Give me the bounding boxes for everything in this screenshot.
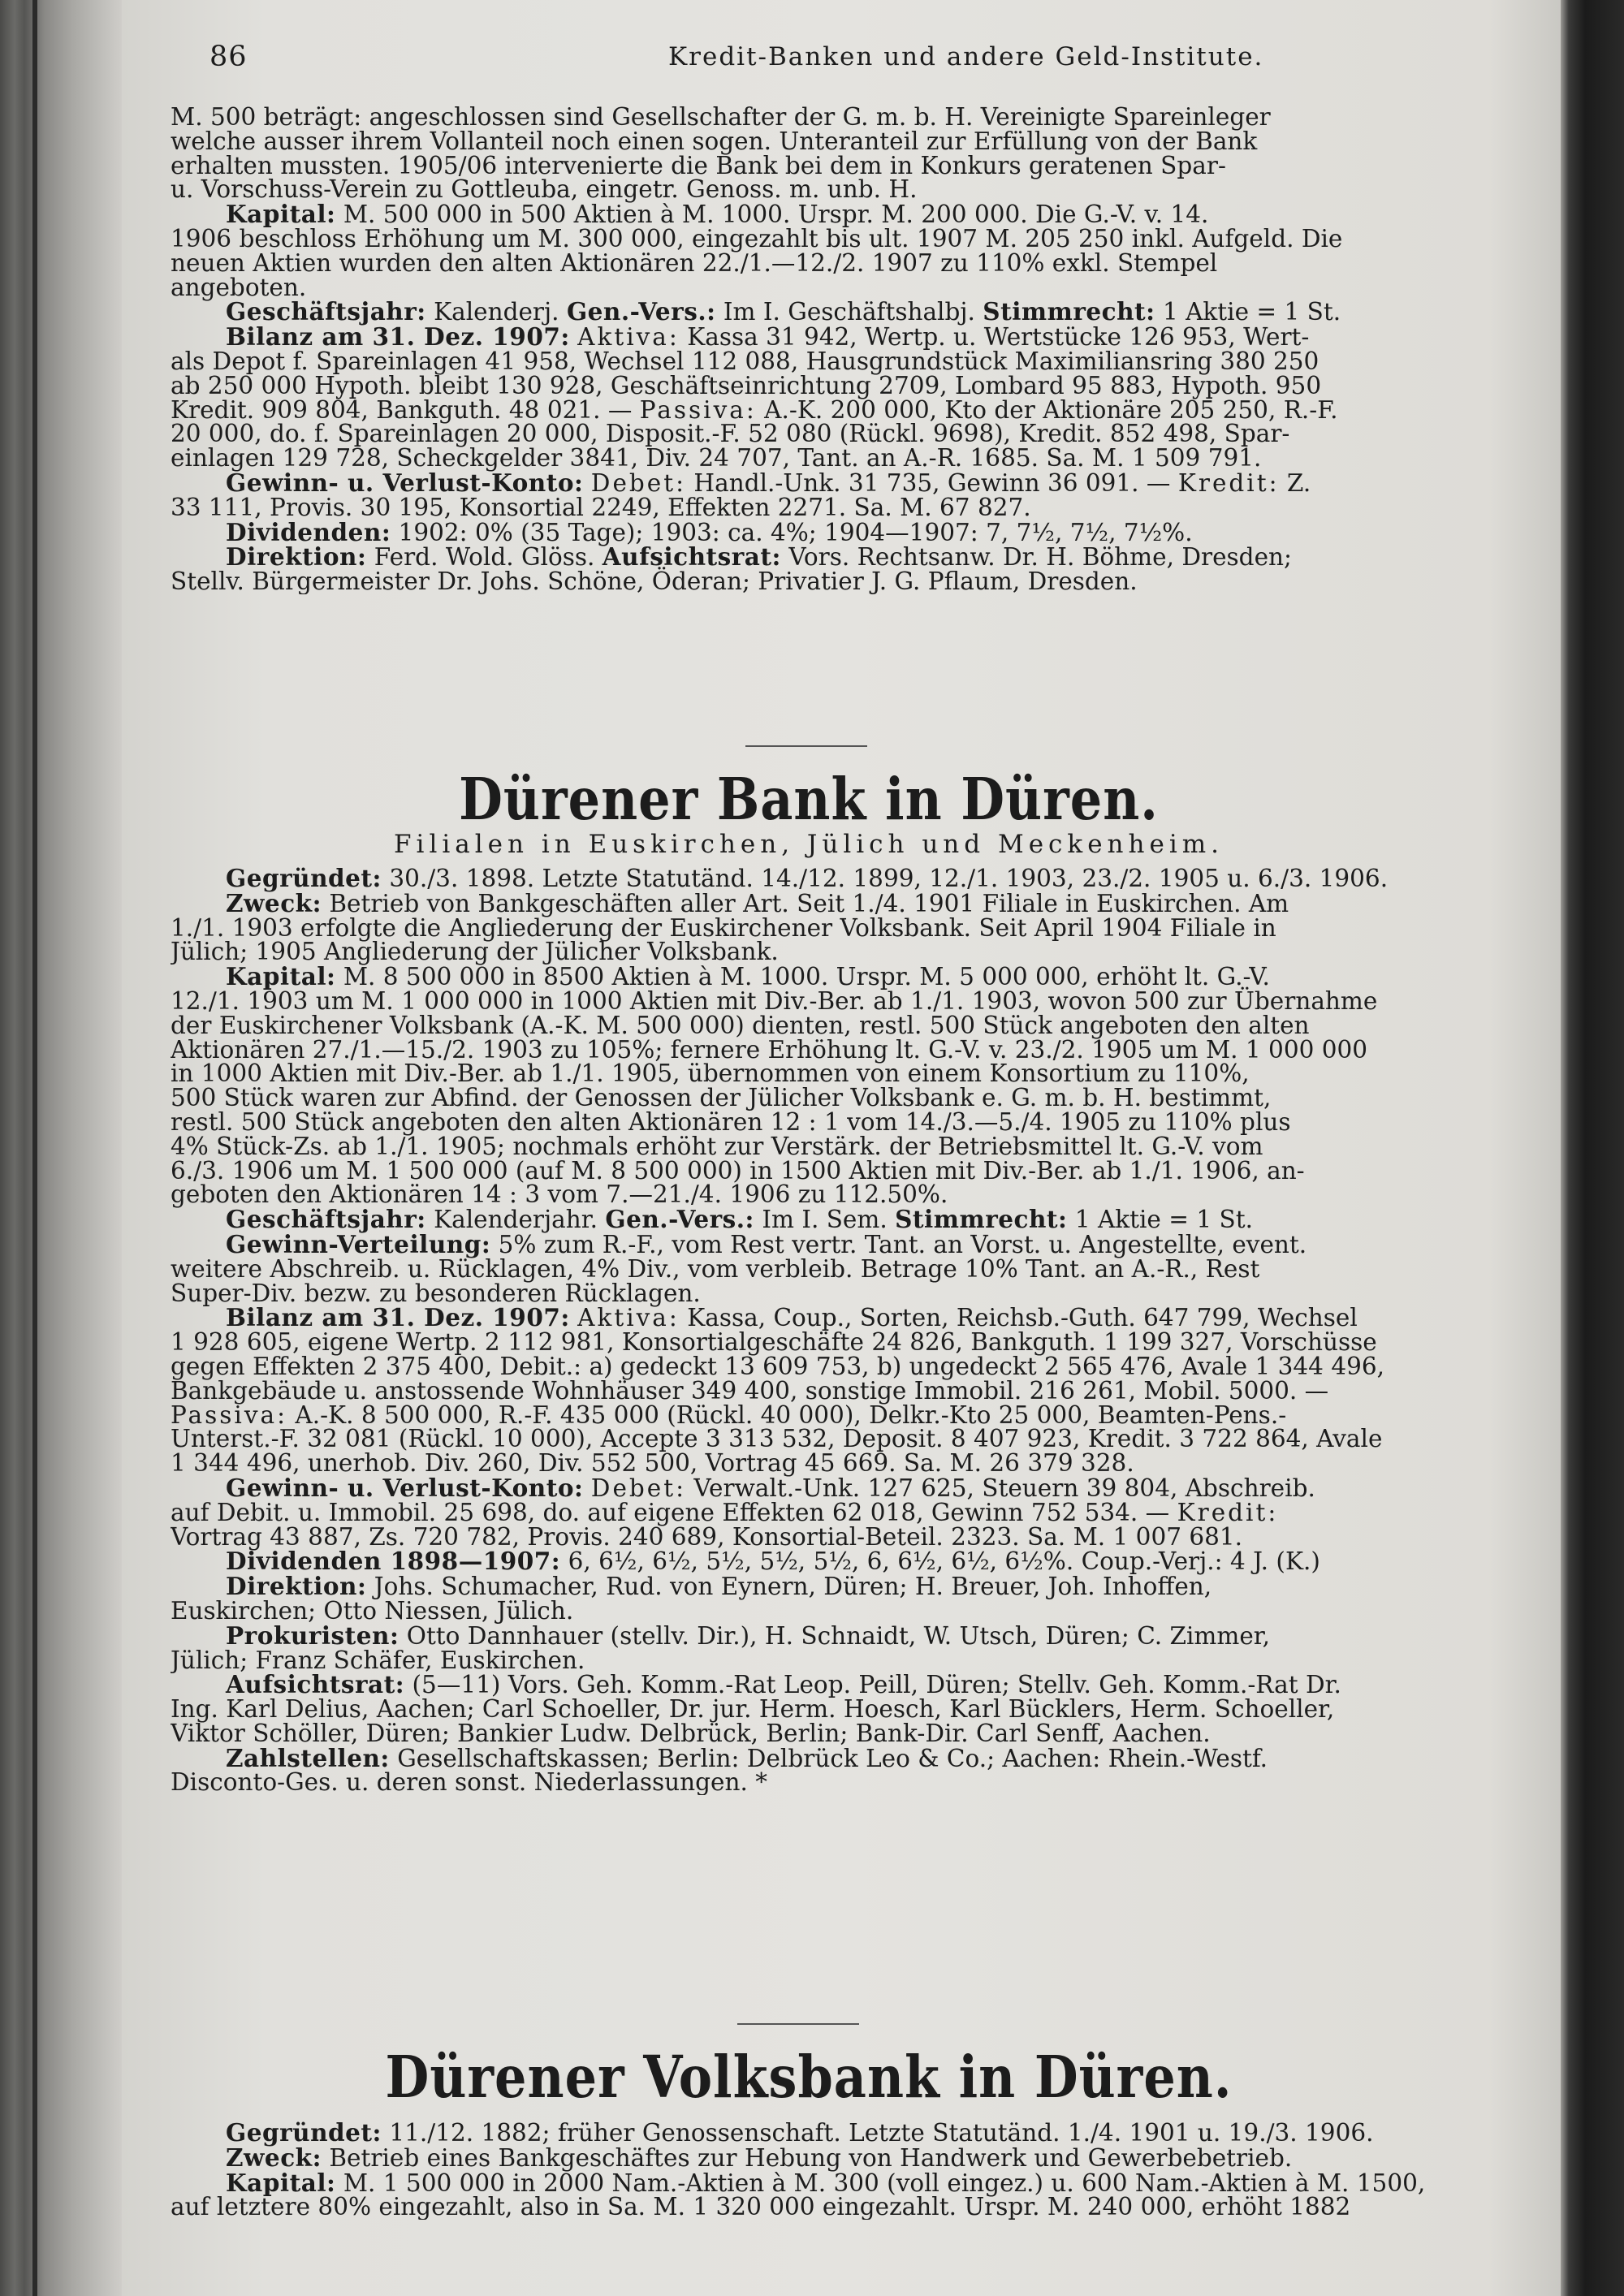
spaced-label: Kredit: [1177, 1498, 1279, 1526]
text-line [171, 1427, 1567, 1452]
page-header [209, 41, 1379, 81]
text-run: 4% Stück-Zs. ab 1./1. 1905; nochmals erhöht zur Verstärk. der Betriebsmittel lt. G.-V. vom [171, 1132, 1263, 1160]
text-line [171, 542, 1567, 572]
entry-keyword: Kapital: [226, 2168, 336, 2197]
text-run: Kalenderjahr. [425, 1206, 606, 1234]
entry-keyword: Gen.-Vers.: [605, 1205, 754, 1234]
text-run: (5—11) Vors. Geh. Komm.-Rat Leop. Peill, Düren; Stellv. Geh. Komm.-Rat Dr. [404, 1671, 1341, 1699]
text-line [171, 1473, 1567, 1502]
text-run: Viktor Schöller, Düren; Bankier Ludw. Delbrück, Berlin; Bank-Dir. Carl Senff, Aachen. [171, 1719, 1211, 1747]
text-run: A.-K. 200 000, Kto der Aktionäre 205 250, R.-F. [756, 395, 1338, 424]
text-line [171, 273, 1567, 301]
text-line [171, 1621, 1567, 1650]
page-number: 86 [209, 41, 248, 73]
text-run: 33 111, Provis. 30 195, Konsortial 2249, Effekten 2271. Sa. M. 67 827. [171, 493, 1031, 521]
text-run: 1 Aktie = 1 St. [1155, 298, 1341, 326]
text-line [171, 1254, 1567, 1283]
text-line [171, 1062, 1567, 1086]
text-run: M. 500 000 in 500 Aktien à M. 1000. Urspr. M. 200 000. Die G.-V. v. 14. [335, 201, 1209, 229]
text-run: angeboten. [171, 273, 307, 301]
text-run: Ing. Karl Delius, Aachen; Carl Schoeller, Dr. jur. Herm. Hoesch, Karl Bücklers, Herm. Schoeller, [171, 1695, 1335, 1724]
text-run: 11./12. 1882; früher Genossenschaft. Letzte Statutänd. 1./4. 1901 u. 19./3. 1906. [381, 2121, 1374, 2147]
text-run: neuen Aktien wurden den alten Aktionären 22./1.—12./2. 1907 zu 110% exkl. Stempel [171, 248, 1218, 277]
text-run: Otto Dannhauer (stellv. Dir.), H. Schnaidt, W. Utsch, Düren; C. Zimmer, [399, 1621, 1271, 1650]
text-run: Kassa 31 942, Wertp. u. Wertstücke 126 953, Wert- [679, 323, 1310, 352]
text-line [171, 127, 1567, 155]
text-run: erhalten mussten. 1905/06 intervenierte die Bank bei dem in Konkurs geratenen Spar- [171, 151, 1226, 179]
text-run: restl. 500 Stück angeboten den alten Aktionären 12 : 1 vom 14./3.—5./4. 1905 zu 110% plus [171, 1107, 1291, 1136]
text-line [171, 1522, 1567, 1551]
text-run: 1./1. 1903 erfolgte die Angliederung der Euskirchener Volksbank. Seit April 1904 Filiale in [171, 913, 1276, 942]
text-run: Jülich; Franz Schäfer, Euskirchen. [171, 1646, 585, 1674]
entry-keyword: Geschäftsjahr: [226, 1205, 426, 1234]
text-run: weitere Abschreib. u. Rücklagen, 4% Div., vom verbleib. Betrage 10% Tant. an A.-R., Rest [171, 1254, 1260, 1283]
text-line [171, 1695, 1567, 1724]
text-run: Vors. Rechtsanw. Dr. H. Böhme, Dresden; [780, 543, 1292, 572]
section-title-duerener-bank: Dürener Bank in Düren. [459, 765, 1159, 834]
text-line [171, 1498, 1567, 1526]
text-run: geboten den Aktionären 14 : 3 vom 7.—21./4. 1906 zu 112.50%. [171, 1180, 948, 1209]
text-run: Disconto-Ges. u. deren sonst. Niederlassungen. * [171, 1768, 767, 1796]
text-line [171, 1229, 1567, 1258]
text-run: 1902: 0% (35 Tage); 1903: ca. 4%; 1904—1907: 7, 7½, 7½, 7½%. [391, 518, 1193, 546]
text-run: 5% zum R.-F., vom Rest vertr. Tant. an Vorst. u. Angestellte, event. [490, 1230, 1307, 1258]
text-line [171, 347, 1567, 375]
text-run: Super-Div. bezw. zu besonderen Rücklagen. [171, 1279, 701, 1307]
entry-keyword: Bilanz am 31. Dez. 1907: [226, 1303, 570, 1332]
text-line [171, 913, 1567, 942]
text-line [171, 1107, 1567, 1136]
text-run: M. 8 500 000 in 8500 Aktien à M. 1000. Urspr. M. 5 000 000, erhöht lt. G.-V. [335, 963, 1270, 991]
text-block-duerener-bank [171, 866, 1567, 1795]
text-line [171, 2143, 1567, 2172]
text-run: in 1000 Aktien mit Div.-Ber. ab 1./1. 1905, übernommen von einem Konsortium zu 110%, [171, 1060, 1250, 1088]
text-line [171, 175, 1567, 204]
text-line [171, 297, 1567, 326]
text-run: welche ausser ihrem Vollanteil noch einen sogen. Unteranteil zur Erfüllung von der Bank [171, 127, 1258, 155]
text-line [171, 1376, 1567, 1405]
text-line [171, 1549, 1567, 1574]
entry-keyword: Dividenden: [226, 517, 391, 546]
text-line [171, 1743, 1567, 1772]
entry-keyword: Stimmrecht: [895, 1205, 1068, 1234]
text-line [171, 1596, 1567, 1625]
text-run: gegen Effekten 2 375 400, Debit.: a) gedeckt 13 609 753, b) ungedeckt 2 565 476, Avale 1 344 496, [171, 1352, 1385, 1380]
text-line [171, 888, 1567, 917]
text-line [171, 151, 1567, 179]
text-run: Vortrag 43 887, Zs. 720 782, Provis. 240 689, Konsortial-Beteil. 2323. Sa. M. 1 007 681. [171, 1522, 1243, 1551]
text-line [171, 1279, 1567, 1307]
entry-keyword: Stimmrecht: [983, 297, 1155, 326]
text-run: Im I. Geschäftshalbj. [715, 298, 983, 326]
text-run: Unterst.-F. 32 081 (Rückl. 10 000), Accepte 3 313 532, Deposit. 8 407 923, Kredit. 3 722 864, Avale [171, 1425, 1383, 1453]
text-run: auf Debit. u. Immobil. 25 698, do. auf eigene Effekten 62 018, Gewinn 752 534. — [171, 1498, 1177, 1526]
entry-keyword: Kapital: [226, 962, 336, 991]
text-line [171, 224, 1567, 252]
text-run: Kredit. 909 804, Bankguth. 48 021. — [171, 395, 640, 424]
text-line [171, 1011, 1567, 1039]
text-line [171, 1035, 1567, 1064]
section-subtitle-filialen: Filialen in Euskirchen, Jülich und Meckenheim. [394, 830, 1224, 859]
text-run: 1 Aktie = 1 St. [1067, 1206, 1253, 1234]
entry-keyword: Kapital: [226, 200, 336, 229]
book-page [122, 0, 1561, 2296]
spaced-label: Kredit: [1177, 468, 1280, 497]
text-run: Stellv. Bürgermeister Dr. Johs. Schöne, Öderan; Privatier J. G. Pflaum, Dresden. [171, 568, 1138, 594]
entry-keyword: Aufsichtsrat: [602, 542, 781, 572]
entry-keyword: Gegründet: [226, 2121, 382, 2147]
text-run: Ferd. Wold. Glöss. [366, 543, 603, 572]
text-run: Handl.-Unk. 31 735, Gewinn 36 091. — [686, 468, 1178, 497]
text-run: Kalenderj. [425, 298, 567, 326]
text-run: ab 250 000 Hypoth. bleibt 130 928, Geschäftseinrichtung 2709, Lombard 95 883, Hypoth. 950 [171, 371, 1322, 399]
text-line [171, 371, 1567, 399]
text-run: u. Vorschuss-Verein zu Gottleuba, eingetr. Genoss. m. unb. H. [171, 175, 918, 204]
entry-keyword: Dividenden 1898—1907: [226, 1547, 561, 1576]
text-run: A.-K. 8 500 000, R.-F. 435 000 (Rückl. 40 000), Delkr.-Kto 25 000, Beamten-Pens.- [287, 1400, 1287, 1429]
spaced-label: Aktiva: [577, 323, 680, 352]
text-line [171, 468, 1567, 497]
text-run: Kassa, Coup., Sorten, Reichsb.-Guth. 647 799, Wechsel [679, 1304, 1358, 1332]
text-run: Verwalt.-Unk. 127 625, Steuern 39 804, Abschreib. [686, 1474, 1315, 1502]
text-run: Aktionären 27./1.—15./2. 1903 zu 105%; fernere Erhöhung lt. G.-V. v. 23./2. 1905 um M. 1 000 000 [171, 1035, 1368, 1064]
section-title-duerener-volksbank: Dürener Volksbank in Düren. [385, 2043, 1233, 2112]
text-run: Johs. Schumacher, Rud. von Eynern, Düren; H. Breuer, Joh. Inhoffen, [366, 1573, 1212, 1601]
text-line [171, 395, 1567, 424]
spaced-label: Debet: [590, 1474, 687, 1502]
text-line [171, 106, 1567, 130]
text-line [171, 517, 1567, 546]
text-run: Gesellschaftskassen; Berlin: Delbrück Leo & Co.; Aachen: Rhein.-Westf. [389, 1744, 1268, 1772]
text-line [171, 1400, 1567, 1429]
entry-keyword: Direktion: [226, 1572, 367, 1601]
text-run: als Depot f. Spareinlagen 41 958, Wechsel 112 088, Hausgrundstück Maximiliansring 380 250 [171, 347, 1320, 375]
text-line [171, 1768, 1567, 1796]
entry-keyword: Bilanz am 31. Dez. 1907: [226, 322, 570, 352]
text-run: 1 928 605, eigene Wertp. 2 112 981, Konsortialgeschäfte 24 826, Bankguth. 1 199 327, Vorschüsse [171, 1328, 1377, 1357]
text-run: auf letztere 80% eingezahlt, also in Sa. M. 1 320 000 eingezahlt. Urspr. M. 240 000, erhöht 1882 [171, 2193, 1351, 2220]
text-line [171, 1180, 1567, 1209]
text-run: Betrieb eines Bankgeschäftes zur Hebung von Handwerk und Gewerbebetrieb. [322, 2143, 1293, 2172]
text-run: 20 000, do. f. Spareinlagen 20 000, Disposit.-F. 52 080 (Rückl. 9698), Kredit. 852 498, Spar- [171, 420, 1290, 448]
text-line [171, 1207, 1567, 1232]
text-line [171, 422, 1567, 447]
text-line [171, 1156, 1567, 1185]
text-run: Z. [1279, 468, 1311, 497]
section-divider [737, 2023, 859, 2025]
text-run: Jülich; 1905 Angliederung der Jülicher Volksbank. [171, 938, 779, 966]
text-block-duerener-volksbank [171, 2121, 1567, 2220]
text-run: Im I. Sem. [754, 1206, 896, 1234]
text-line [171, 2168, 1567, 2197]
spaced-label: Passiva: [639, 395, 757, 424]
text-line [171, 202, 1567, 227]
text-block-saxon-entry [171, 106, 1567, 594]
text-line [171, 1574, 1567, 1599]
text-run: M. 1 500 000 in 2000 Nam.-Aktien à M. 300 (voll eingez.) u. 600 Nam.-Aktien à M. 1500, [335, 2169, 1426, 2197]
spaced-label: Passiva: [171, 1400, 288, 1429]
entry-keyword: Geschäftsjahr: [226, 297, 426, 326]
text-line [171, 866, 1567, 891]
text-line [171, 962, 1567, 991]
text-line [171, 1672, 1567, 1698]
entry-keyword: Gewinn- u. Verlust-Konto: [226, 468, 584, 497]
text-line [171, 2121, 1567, 2146]
text-line [171, 1303, 1567, 1332]
text-line [171, 444, 1567, 473]
text-line [171, 986, 1567, 1015]
text-line [171, 1449, 1567, 1478]
text-line [171, 322, 1567, 352]
running-title: Kredit-Banken und andere Geld-Institute. [668, 42, 1264, 71]
text-line [171, 2195, 1567, 2220]
text-line [171, 1132, 1567, 1160]
text-line [171, 1719, 1567, 1747]
scan-left-border [0, 0, 122, 2296]
spaced-label: Aktiva: [577, 1304, 680, 1332]
text-line [171, 1328, 1567, 1357]
entry-keyword: Gewinn- u. Verlust-Konto: [226, 1473, 584, 1502]
text-line [171, 1086, 1567, 1111]
entry-keyword: Aufsichtsrat: [226, 1670, 405, 1699]
entry-keyword: Zweck: [226, 2143, 322, 2172]
text-line [171, 940, 1567, 965]
text-run: der Euskirchener Volksbank (A.-K. M. 500 000) dienten, restl. 500 Stück angeboten den alten [171, 1011, 1310, 1039]
text-run: 1906 beschloss Erhöhung um M. 300 000, eingezahlt bis ult. 1907 M. 205 250 inkl. Aufgeld. Die [171, 224, 1343, 252]
section-divider [745, 745, 867, 747]
entry-keyword: Prokuristen: [226, 1621, 400, 1650]
entry-keyword: Direktion: [226, 542, 367, 572]
entry-keyword: Gen.-Vers.: [566, 297, 716, 326]
text-run: 1 344 496, unerhob. Div. 260, Div. 552 500, Vortrag 45 669. Sa. M. 26 379 328. [171, 1449, 1134, 1478]
text-run: 6, 6½, 6½, 5½, 5½, 5½, 6, 6½, 6½, 6½%. Coup.-Verj.: 4 J. (K.) [560, 1547, 1320, 1576]
text-line [171, 570, 1567, 594]
entry-keyword: Gewinn-Verteilung: [226, 1229, 491, 1258]
scan-right-border [1561, 0, 1624, 2296]
entry-keyword: Zweck: [226, 888, 322, 917]
text-run: 30./3. 1898. Letzte Statutänd. 14./12. 1899, 12./1. 1903, 23./2. 1905 u. 6./3. 1906. [381, 866, 1389, 892]
spaced-label: Debet: [590, 468, 687, 497]
entry-keyword: Gegründet: [226, 866, 382, 892]
text-run: 6./3. 1906 um M. 1 500 000 (auf M. 8 500 000) in 1500 Aktien mit Div.-Ber. ab 1./1. 1906, an- [171, 1156, 1305, 1185]
text-line [171, 1352, 1567, 1380]
text-run: einlagen 129 728, Scheckgelder 3841, Div. 24 707, Tant. an A.-R. 1685. Sa. M. 1 509 791. [171, 444, 1262, 473]
text-run: Bankgebäude u. anstossende Wohnhäuser 349 400, sonstige Immobil. 216 261, Mobil. 5000. — [171, 1376, 1329, 1405]
text-run: Euskirchen; Otto Niessen, Jülich. [171, 1596, 574, 1625]
text-run: 12./1. 1903 um M. 1 000 000 in 1000 Aktien mit Div.-Ber. ab 1./1. 1903, wovon 500 zur Übernahme [171, 986, 1378, 1015]
text-run: 500 Stück waren zur Abfind. der Genossen der Jülicher Volksbank e. G. m. b. H. bestimmt, [171, 1084, 1272, 1112]
text-line [171, 248, 1567, 277]
entry-keyword: Zahlstellen: [226, 1743, 390, 1772]
text-run: Betrieb von Bankgeschäften aller Art. Seit 1./4. 1901 Filiale in Euskirchen. Am [322, 889, 1289, 917]
text-run: M. 500 beträgt: angeschlossen sind Gesellschafter der G. m. b. H. Vereinigte Spareinleger [171, 106, 1271, 131]
text-line [171, 493, 1567, 521]
text-line [171, 1646, 1567, 1674]
